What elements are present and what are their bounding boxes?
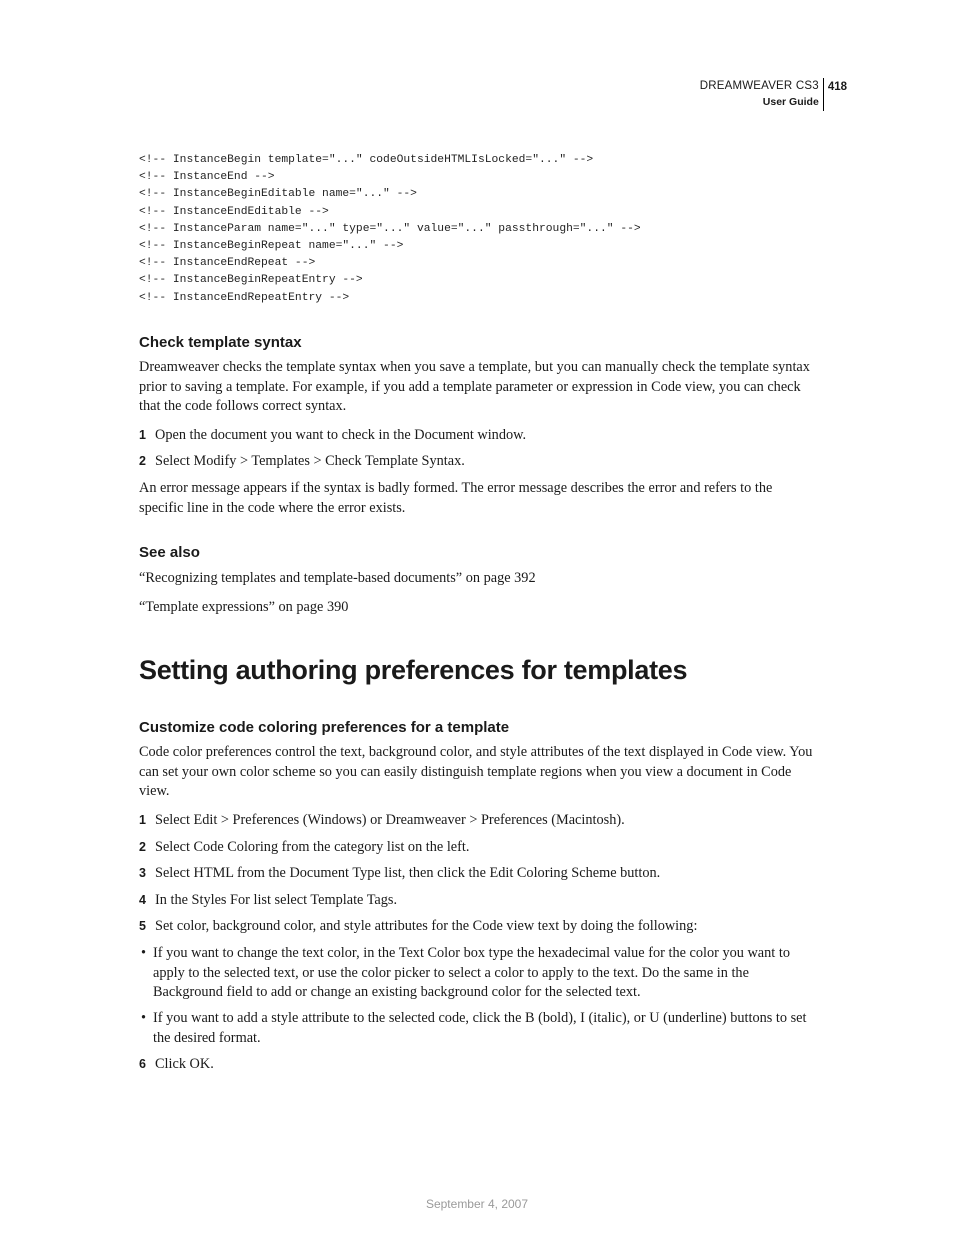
bullet-item <box>139 1009 819 1048</box>
code-line: <!-- InstanceParam name="..." type="..." value="..." passthrough="..." --> <box>139 222 641 235</box>
bullet-icon: • <box>141 1010 147 1026</box>
code-line: <!-- InstanceBeginRepeatEntry --> <box>139 274 363 287</box>
bullet-item <box>139 944 819 1003</box>
step-number: 1 <box>139 428 146 442</box>
bullet-text: If you want to add a style attribute to the selected code, click the B (bold), I (italic), or U (underline) buttons to set the desired format. <box>153 1010 807 1046</box>
code-line: <!-- InstanceEndEditable --> <box>139 205 329 218</box>
see-also-link-1[interactable]: “Recognizing templates and template-based documents” on page 392 <box>139 570 536 586</box>
code-line: <!-- InstanceBeginEditable name="..." --> <box>139 188 417 201</box>
step-text: Select HTML from the Document Type list, then click the Edit Coloring Scheme button. <box>155 865 661 881</box>
step-text: In the Styles For list select Template Tags. <box>155 892 398 908</box>
code-line: <!-- InstanceEnd --> <box>139 171 275 184</box>
step-number: 2 <box>139 840 146 854</box>
footer-date: September 4, 2007 <box>425 1197 529 1211</box>
section-title: Setting authoring preferences for templates <box>139 655 688 685</box>
coloring-step-1 <box>139 811 819 831</box>
step-number: 5 <box>139 919 146 933</box>
check-syntax-heading: Check template syntax <box>139 334 302 351</box>
see-also-link-2[interactable]: “Template expressions” on page 390 <box>139 599 349 615</box>
step-text: Open the document you want to check in the Document window. <box>155 427 527 443</box>
step-text: Select Edit > Preferences (Windows) or Dreamweaver > Preferences (Macintosh). <box>155 812 625 828</box>
check-syntax-intro: Dreamweaver checks the template syntax when you save a template, but you can manually check the template syntax prior to saving a template. For example, if you add a template parameter or expression in Code view, you can check that the code follows correct syntax. <box>139 359 810 414</box>
step-number: 3 <box>139 866 146 880</box>
code-line: <!-- InstanceEndRepeat --> <box>139 257 316 270</box>
see-also-heading: See also <box>139 544 200 561</box>
guide-name: User Guide <box>762 96 819 108</box>
coloring-step-6 <box>139 1055 819 1075</box>
bullet-text: If you want to change the text color, in the Text Color box type the hexadecimal value for the color you want to apply to the selected text, or use the color picker to select a color to apply to the text. Do the same in the Background field to add or change an existing background color for the selected text. <box>153 945 790 1000</box>
code-block <box>139 152 641 307</box>
header-title-block <box>700 78 824 111</box>
step-number: 2 <box>139 454 146 468</box>
code-coloring-intro: Code color preferences control the text, background color, and style attributes of the text displayed in Code view. You can set your own color scheme so you can easily distinguish template regions when you view a document in Code view. <box>139 744 813 799</box>
check-step-2 <box>139 452 819 472</box>
bullet-icon: • <box>141 945 147 961</box>
check-syntax-outro: An error message appears if the syntax is badly formed. The error message describes the error and refers to the specific line in the code where the error exists. <box>139 480 773 516</box>
coloring-step-4 <box>139 891 819 911</box>
code-line: <!-- InstanceBeginRepeat name="..." --> <box>139 239 404 252</box>
product-name: DREAMWEAVER CS3 <box>699 80 819 92</box>
running-header <box>700 78 847 111</box>
coloring-step-2 <box>139 838 819 858</box>
step-number: 1 <box>139 813 146 827</box>
step-text: Select Modify > Templates > Check Template Syntax. <box>155 453 465 469</box>
coloring-step-3 <box>139 864 819 884</box>
step-text: Select Code Coloring from the category list on the left. <box>155 839 470 855</box>
code-coloring-heading: Customize code coloring preferences for a template <box>139 719 510 736</box>
page-number: 418 <box>827 81 847 93</box>
code-line: <!-- InstanceBegin template="..." codeOutsideHTMLIsLocked="..." --> <box>139 154 594 166</box>
step-number: 4 <box>139 893 146 907</box>
coloring-step-5 <box>139 917 819 937</box>
step-number: 6 <box>139 1057 146 1071</box>
step-text: Set color, background color, and style attributes for the Code view text by doing the following: <box>155 918 698 934</box>
step-text: Click OK. <box>155 1056 214 1072</box>
check-step-1 <box>139 426 819 446</box>
code-line: <!-- InstanceEndRepeatEntry --> <box>139 291 350 304</box>
